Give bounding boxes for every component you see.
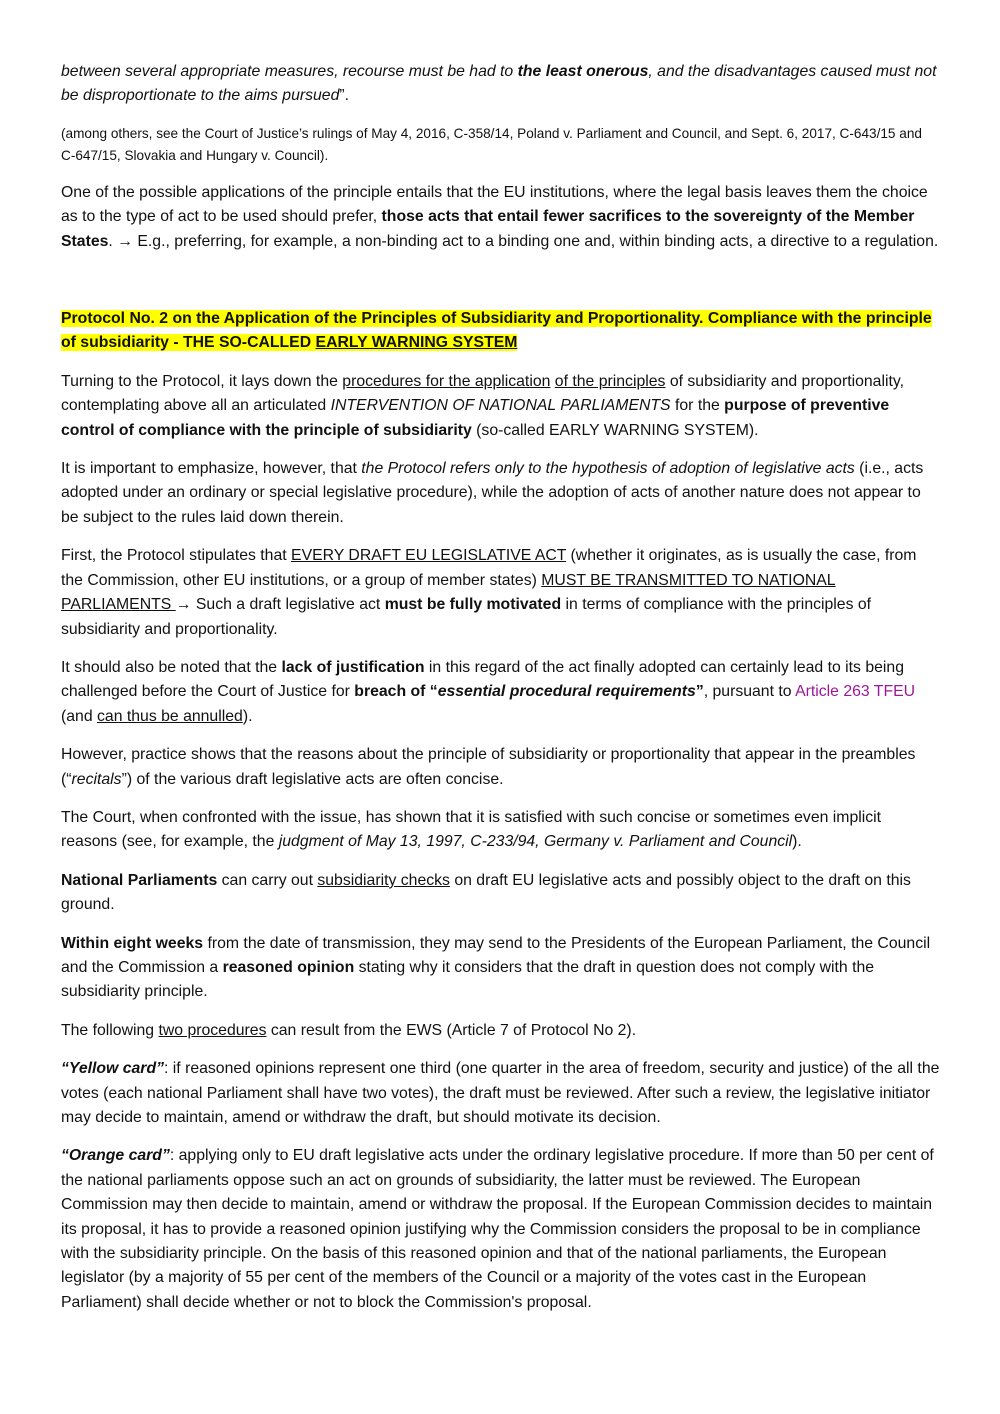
- paragraph-practice: [61, 743, 940, 792]
- section-heading: [61, 307, 940, 356]
- text: (i.e., acts adopted under an ordinary or special legislative procedure), while the adoption of acts of another nature does not appear to be subject to the rules laid down therein.: [61, 460, 924, 526]
- text: can result from the EWS (Article 7 of Protocol No 2).: [266, 1021, 637, 1039]
- text: : applying only to EU draft legislative acts under the ordinary legislative procedure. If more than 50 per cent of the national parliaments oppose such an act on grounds of subsidiarity, the latter must be reviewed. The European Commission may then decide to maintain, amend or withdraw the proposal. If the European Commission decides to maintain its proposal, it has to provide a reasoned opinion justifying why the Commission considers the proposal to be in compliance with the subsidiarity principle. On the basis of this reasoned opinion and that of the national parliaments, the European legislator (by a majority of 55 per cent of the members of the Council or a majority of the votes cast in the European Parliament) shall decide whether or not to block the Commission's proposal.: [61, 1147, 934, 1311]
- heading-ews: EARLY WARNING SYSTEM: [315, 334, 518, 352]
- italic-intervention: INTERVENTION OF NATIONAL PARLIAMENTS: [330, 397, 671, 415]
- bold-italic-requirements: essential procedural requirements: [437, 683, 696, 701]
- text: It should also be noted that the: [61, 658, 282, 676]
- text: First, the Protocol stipulates that: [61, 547, 292, 565]
- bold-lack-justification: lack of justification: [281, 658, 425, 676]
- text: : if reasoned opinions represent one third (one quarter in the area of freedom, security and justice) of the all the votes (each national Parliament shall have two votes), the draft must be reviewed. After such a review, the legislative initiator may decide to maintain, amend or withdraw the draft, but should motivate its decision.: [61, 1060, 940, 1126]
- paragraph-court: [61, 806, 940, 855]
- underline-must-transmit: MUST BE TRANSMITTED TO NATIONAL PARLIAMENTS: [61, 571, 836, 614]
- text: (and: [61, 707, 98, 725]
- text: One of the possible applications of the principle entails that the EU institutions, where the legal basis leaves them the choice as to the type of act to be used should prefer,: [61, 183, 928, 226]
- text: However, practice shows that the reasons about the principle of subsidiarity or proportionality that appear in the preambles (“: [61, 746, 916, 788]
- paragraph-justification: [61, 656, 940, 729]
- paragraph-protocol: [61, 370, 940, 443]
- bold-quote-close: ”: [695, 683, 704, 701]
- underline-every-draft: EVERY DRAFT EU LEGISLATIVE ACT: [291, 547, 567, 565]
- text: on draft EU legislative acts and possibly object to the draft on this ground.: [61, 871, 911, 914]
- paragraph-national-parliaments: [61, 869, 940, 918]
- text: ).: [792, 833, 802, 851]
- bold-national-parliaments: National Parliaments: [61, 871, 218, 889]
- paragraph-applications: [61, 181, 940, 254]
- underline-annulled: can thus be annulled: [97, 707, 243, 725]
- bold-breach: breach of “: [354, 683, 438, 701]
- paragraph-yellow-card: [61, 1057, 940, 1130]
- text: of subsidiarity and proportionality, contemplating above all an articulated: [61, 372, 904, 415]
- text: in terms of compliance with the principles of subsidiarity and proportionality.: [61, 596, 872, 638]
- article-263-link[interactable]: Article 263 TFEU: [795, 683, 916, 701]
- text: can carry out: [217, 871, 318, 889]
- citation-note: (among others, see the Court of Justice’s rulings of May 4, 2016, C-358/14, Poland v. Parliament and Council, and Sept. 6, 2017, C-643/15 and C-647/15, Slovakia and Hungary v. Council).: [61, 125, 922, 163]
- text: . → E.g., preferring, for example, a non-binding act to a binding one and, within binding acts, a directive to a regulation.: [108, 232, 939, 250]
- bold-purpose: purpose of preventive control of compliance with the principle of subsidiarity: [61, 397, 890, 439]
- italic-recitals: recitals: [71, 770, 122, 788]
- bold-yellow-card: “Yellow card”: [61, 1060, 165, 1078]
- text: (so-called EARLY WARNING SYSTEM).: [471, 421, 759, 439]
- text: from the date of transmission, they may send to the Presidents of the European Parliament, the Council and the Commission a: [61, 934, 931, 976]
- bold-reasoned-opinion: reasoned opinion: [222, 958, 355, 976]
- text: in this regard of the act finally adopted can certainly lead to its being challenged before the Court of Justice for: [61, 658, 904, 701]
- italic-judgment: judgment of May 13, 1997, C-233/94, Germany v. Parliament and Council: [278, 833, 793, 851]
- quote-text-cont: , and the disadvantages caused must not be disproportionate to the aims pursued: [61, 63, 937, 105]
- paragraph-transmission: [61, 544, 940, 642]
- heading-text: Protocol No. 2 on the Application of the Principles of Subsidiarity and Proportionality. Compliance with the principle of subsidiarity - THE SO-CALLED: [61, 310, 932, 352]
- quote-text: between several appropriate measures, recourse must be had to: [61, 63, 518, 80]
- text: The Court, when confronted with the issue, has shown that it is satisfied with such concise or sometimes even implicit reasons (see, for example, the: [61, 808, 882, 851]
- text: stating why it considers that the draft in question does not comply with the subsidiarity principle.: [61, 958, 875, 1001]
- underline-subsidiarity-checks: subsidiarity checks: [317, 871, 450, 889]
- text: ).: [242, 707, 253, 725]
- bold-eight-weeks: Within eight weeks: [61, 934, 204, 952]
- text: It is important to emphasize, however, that: [61, 460, 362, 478]
- text: (whether it originates, as is usually the case, from the Commission, other EU institutions, or a group of member states): [61, 547, 917, 589]
- paragraph-least-onerous: [61, 60, 940, 109]
- bold-orange-card: “Orange card”: [61, 1147, 170, 1165]
- text: → Such a draft legislative act: [175, 596, 385, 614]
- text: for the: [670, 397, 725, 415]
- emphasis-least-onerous: the least onerous: [517, 63, 649, 80]
- bold-motivated: must be fully motivated: [384, 596, 562, 614]
- text: ”) of the various draft legislative acts are often concise.: [121, 770, 504, 788]
- paragraph-two-procedures: [61, 1019, 940, 1043]
- paragraph-orange-card: [61, 1144, 940, 1315]
- text: , pursuant to: [703, 683, 796, 701]
- paragraph-legislative-acts: [61, 457, 940, 530]
- paragraph-eight-weeks: [61, 932, 940, 1005]
- text: Turning to the Protocol, it lays down the: [61, 372, 343, 390]
- underline-procedures: procedures for the application: [342, 372, 551, 390]
- italic-hypothesis: the Protocol refers only to the hypothesis of adoption of legislative acts: [361, 460, 855, 478]
- underline-principles: of the principles: [554, 372, 666, 390]
- emphasis-sovereignty: those acts that entail fewer sacrifices to the sovereignty of the Member States: [61, 208, 915, 250]
- quote-close: ”.: [339, 87, 350, 105]
- underline-two-procedures: two procedures: [158, 1021, 267, 1039]
- text: The following: [61, 1021, 159, 1039]
